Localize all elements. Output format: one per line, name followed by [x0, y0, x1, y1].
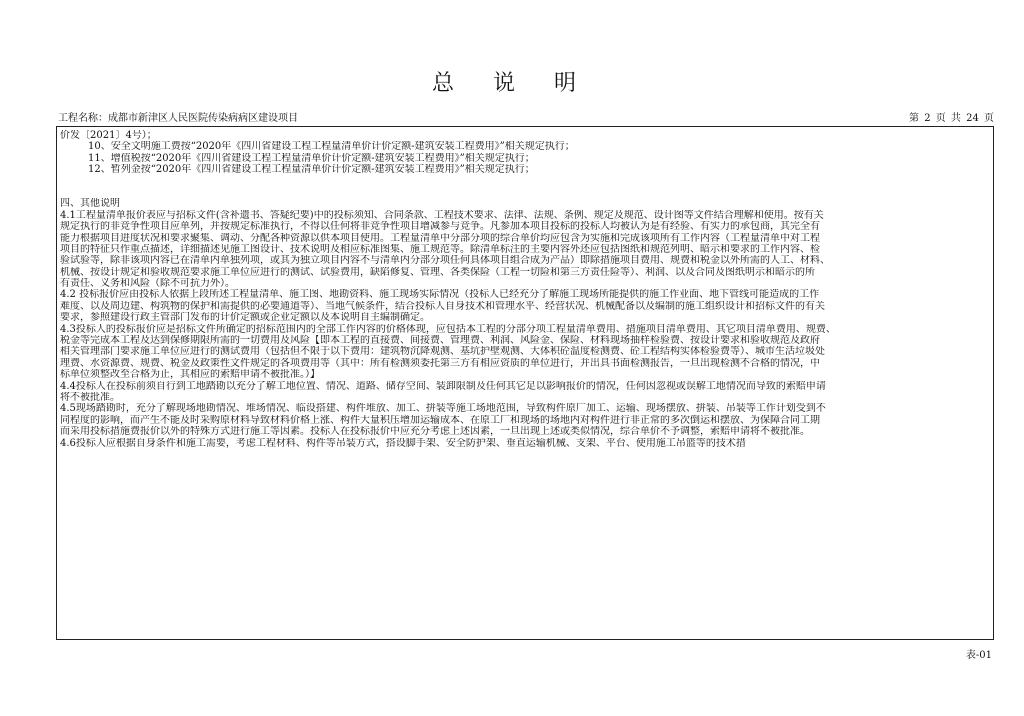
text-line: 4.4投标人在投标前须自行到工地踏勘以充分了解工地位置、情况、道路、储存空间、装卸限制及任何其它足以影响报价的情况，任何因忽视或误解工地情况而导致的索赔申请	[60, 380, 826, 392]
text-line: 12、暂列金按“2020年《四川省建设工程工程量清单价计价定额-建筑安装工程费用》”相关规定执行；	[88, 164, 535, 176]
text-line: 4.2 投标报价应由投标人依据上段所述工程量清单、施工图、地勘资料、施工现场实际情况（投标人已经充分了解施工现场所能提供的施工作业面、地下管线可能造成的工作	[60, 289, 820, 301]
form-code: 表-01	[965, 650, 992, 661]
text-line: 而采用投标措施费报价以外的特殊方式进行施工等因素。投标人在投标报价中应充分考虑上述因素，一旦出现上述或类似情况，综合单价不予调整，索赔申请将不被批准。	[60, 426, 810, 438]
text-line: 有责任、义务和风险（除不可抗力外）。	[60, 278, 235, 290]
page-number: 第 2 页 共 24 页	[909, 113, 994, 124]
section-heading: 四、其他说明	[60, 198, 120, 210]
text-line: 能力根据项目进度状况和要求聚集、调动、分配各种资源以供本项目使用。工程量清单中分部分项的综合单价均应包含为实施和完成该项所有工作内容（工程量清单中对工程	[60, 232, 820, 244]
text-line: 要求，参照建设行政主管部门发布的计价定额或企业定额以及本说明自主编制确定。	[60, 312, 430, 324]
text-line: 同程度的影响，而产生不能及时采购原材料导致材料价格上涨、构件大量积压增加运输成本、在原工厂和现场的场地内对构件进行非正常的多次倒运和摆放、为保障合同工期	[60, 414, 820, 426]
text-line: 4.5现场踏勘时，充分了解现场地勘情况、堆场情况、临设搭建、构件堆放、加工、拼装等施工场地范围，导致构件原厂加工、运输、现场摆放、拼装、吊装等工作计划受到不	[60, 403, 826, 415]
content-frame	[56, 126, 994, 640]
text-line: 10、安全文明施工费按“2020年《四川省建设工程工程量清单价计价定额-建筑安装工程费用》”相关规定执行；	[88, 141, 575, 153]
text-line: 规定执行的非竞争性项目应单列，并按规定标准执行，不得以任何将非竞争性项目增减参与竞争。凡参加本项目投标的投标人均被认为是有经验、有实力的承包商，其完全有	[60, 221, 820, 233]
text-line: 税金等完成本工程及达到保修期限所需的一切费用及风险【即本工程的直接费、间接费、管理费、利润、风险金、保险、材料现场抽样检验费、按设计要求和验收规范及政府	[60, 335, 820, 347]
text-line: 理费、水资源费、规费、税金及政策性文件规定的各项费用等（其中：所有检测须委托第三方有相应资质的单位进行，并出具书面检测报告，一旦出现检测不合格的情况，中	[60, 357, 820, 369]
page-title: 总 说 明	[432, 71, 592, 96]
text-line: 价发〔2021〕4号）；	[60, 130, 157, 141]
project-name: 工程名称：成都市新津区人民医院传染病病区建设项目	[58, 113, 298, 124]
spacer	[60, 187, 988, 198]
text-line: 4.6投标人应根据自身条件和施工需要，考虑工程材料、构件等吊装方式，搭设脚手架、安全防护架、垂直运输机械、支架、平台、使用施工吊篮等的技术措	[60, 437, 746, 449]
meta-row	[58, 112, 994, 126]
text-line: 验试验等，除非该项内容已在清单内单独列项，或其为独立项目内容不与清单内分部分项任何具体项目组合成为产品）即除措施项目费用、规费和税金以外所需的人工、材料、	[60, 255, 830, 267]
text-line: 将不被批准。	[60, 391, 120, 403]
text-line: 机械、按设计规定和验收规范要求施工单位应进行的测试、试验费用，缺陷修复、管理、各类保险（工程一切险和第三方责任险等）、利润、以及合同及图纸明示和暗示的所	[60, 266, 815, 278]
content-body	[60, 130, 988, 449]
text-line: 11、增值税按“2020年《四川省建设工程工程量清单价计价定额-建筑安装工程费用》”相关规定执行；	[88, 152, 535, 164]
text-line: 项目的特征只作重点描述，详细描述见施工图设计、技术说明及相应标准图集、施工规范等。除清单标注的主要内容外还应包括图纸和规范列明、暗示和要求的工作内容、检	[60, 243, 820, 255]
text-line: 4.3投标人的投标报价应是招标文件所确定的招标范围内的全部工作内容的价格体现，应包括本工程的分部分项工程量清单费用、措施项目清单费用、其它项目清单费用、规费、	[60, 323, 836, 335]
text-line: 标单位须整改至合格为止，其相应的索赔申请不被批准。）】	[60, 369, 320, 381]
text-line: 难度、以及周边建、构筑物的保护和需提供的必要通道等）、当地气候条件，结合投标人自身技术和管理水平、经营状况、机械配备以及编制的施工组织设计和招标文件的有关	[60, 300, 825, 312]
text-line: 4.1工程量清单报价表应与招标文件(含补遗书、答疑纪要)中的投标须知、合同条款、工程技术要求、法律、法规、条例、规定及规范、设计图等文件结合理解和使用。按有关	[60, 209, 824, 221]
text-line: 相关管理部门要求施工单位应进行的测试费用（包括但不限于以下费用：建筑物沉降观测、基坑护壁观测、大体积砼温度检测费、砼工程结构实体检验费等）、城市生活垃圾处	[60, 346, 825, 358]
spacer	[60, 176, 988, 187]
